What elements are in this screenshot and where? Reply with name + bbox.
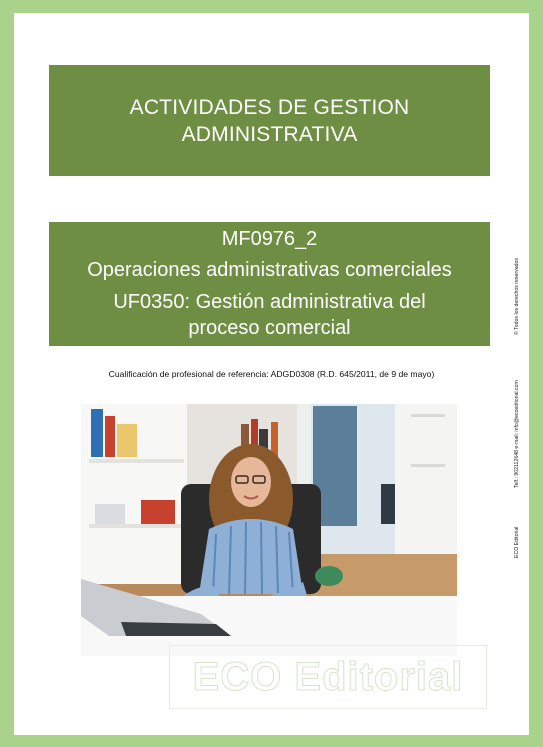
module-code: MF0976_2 [221, 228, 318, 250]
module-name: Operaciones administrativas comerciales [87, 259, 452, 281]
contact-info: Telf.: 902112648 e-mail: info@ecoeditorial.com [514, 380, 520, 488]
publisher-watermark [169, 645, 487, 709]
cover-page [14, 13, 529, 735]
title-banner [49, 65, 490, 176]
office-illustration [81, 404, 457, 656]
brand-text: ECO Editorial [192, 654, 464, 699]
module-banner [49, 222, 490, 346]
rights-notice: © Todos los derechos reservados [514, 258, 520, 335]
cover-photo [81, 404, 457, 656]
qualification-text: Cualificación de profesional de referencia: ADGD0308 (R.D. 645/2011, de 9 de mayo) [108, 369, 435, 379]
book-title: ACTIVIDADES DE GESTION ADMINISTRATIVA [129, 95, 410, 146]
publisher-label: ECO Editorial [514, 526, 520, 558]
unit-title: UF0350: Gestión administrativa del proceso comercial [113, 291, 426, 339]
